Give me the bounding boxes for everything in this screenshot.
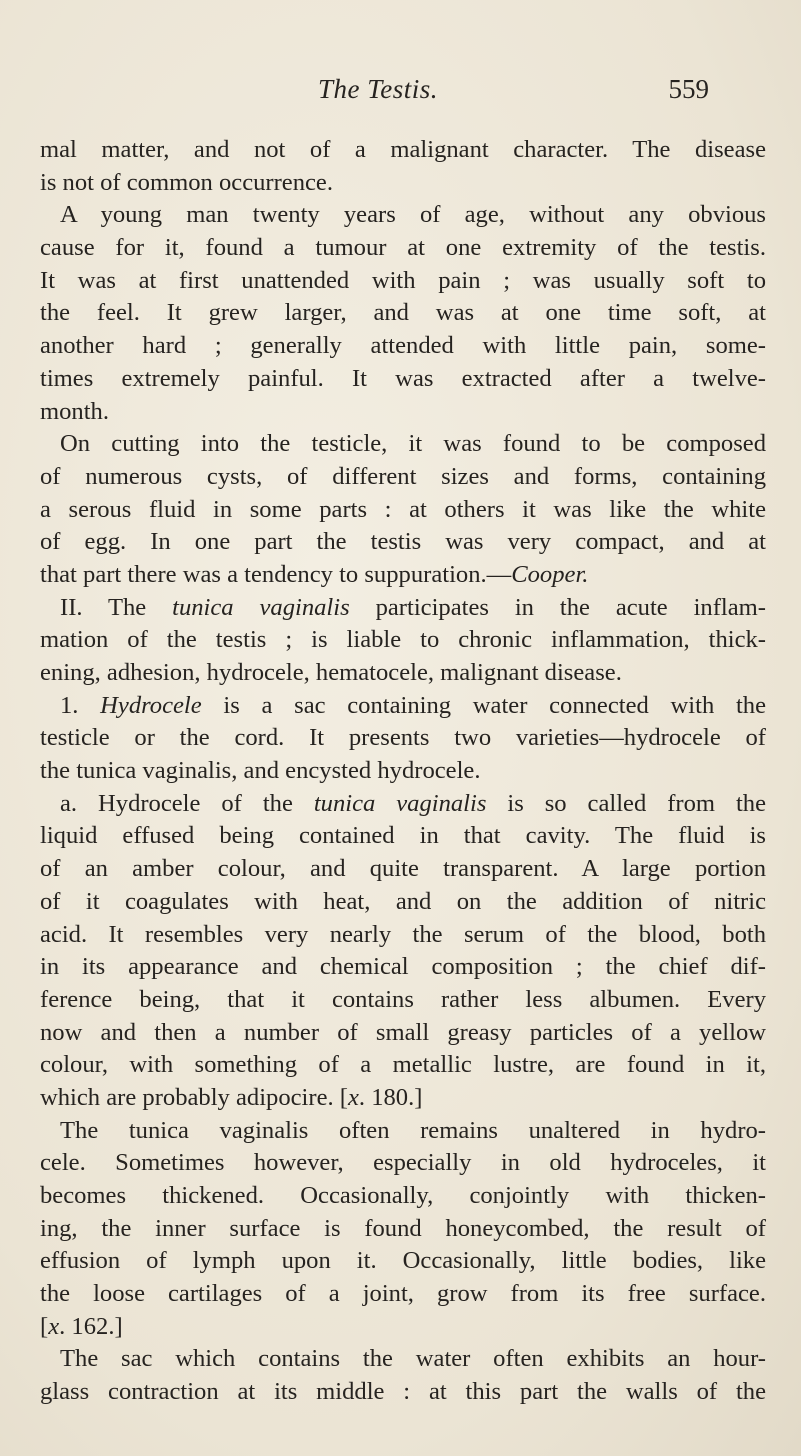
text-line: testicle or the cord. It presents two varieties—hydrocele of <box>40 724 766 752</box>
text-line <box>40 1311 766 1344</box>
italic-term: x <box>48 1312 60 1340</box>
italic-term: x <box>347 1083 359 1111</box>
text-line: now and then a number of small greasy particles of a yellow <box>40 1018 766 1046</box>
text-line: colour, with something of a metallic lustre, are found in it, <box>40 1051 766 1079</box>
running-title: The Testis. <box>318 74 439 104</box>
text-line: another hard ; generally attended with little pain, some- <box>40 332 766 360</box>
text-line: is not of common occurrence. <box>40 168 333 196</box>
text-line: ening, adhesion, hydrocele, hematocele, malignant disease. <box>40 659 622 686</box>
text-line: in its appearance and chemical composition ; the chief dif- <box>40 953 766 981</box>
text-line: month. <box>40 397 110 425</box>
text-run: which are probably adipocire. [ <box>40 1083 348 1111</box>
text-line: liquid effused being contained in that cavity. The fluid is <box>40 822 766 850</box>
text-line: acid. It resembles very nearly the serum of the blood, both <box>40 920 766 948</box>
page-header <box>0 74 801 114</box>
text-line: becomes thickened. Occasionally, conjointly with thicken- <box>40 1182 766 1209</box>
text-line <box>40 592 766 625</box>
text-run: [ <box>40 1312 49 1340</box>
text-line: of egg. In one part the testis was very compact, and at <box>40 528 766 556</box>
text-line: mation of the testis ; is liable to chronic inflammation, thick- <box>40 626 766 654</box>
text-line: the tunica vaginalis, and encysted hydrocele. <box>40 757 481 785</box>
text-run: is a sac containing water connected with the <box>201 691 766 719</box>
italic-term: Hydrocele <box>100 691 202 719</box>
text-line: The sac which contains the water often exhibits an hour- <box>60 1345 766 1373</box>
text-line: of it coagulates with heat, and on the addition of nitric <box>40 887 766 915</box>
text-line <box>40 559 766 592</box>
text-run: 1. <box>60 691 101 719</box>
text-line: ference being, that it contains rather less albumen. Every <box>40 985 766 1013</box>
text-run: II. The <box>60 593 173 621</box>
text-run: a. Hydrocele of the <box>60 789 314 817</box>
body-text <box>40 134 766 1409</box>
text-line: ing, the inner surface is found honeycombed, the result of <box>40 1214 766 1242</box>
text-run: . 162.] <box>59 1312 123 1340</box>
text-line: a serous fluid in some parts : at others it was like the white <box>40 495 766 523</box>
text-line <box>40 1082 766 1115</box>
text-line <box>40 690 766 723</box>
text-line: cause for it, found a tumour at one extremity of the testis. <box>40 234 766 262</box>
text-line: effusion of lymph upon it. Occasionally, little bodies, like <box>40 1247 766 1275</box>
text-line: mal matter, and not of a malignant character. The disease <box>40 136 766 163</box>
page-number: 559 <box>668 74 709 104</box>
text-line: glass contraction at its middle : at this part the walls of the <box>40 1378 766 1406</box>
text-line: of numerous cysts, of different sizes and forms, containing <box>40 462 766 490</box>
text-line: The tunica vaginalis often remains unaltered in hydro- <box>60 1116 766 1144</box>
text-line: A young man twenty years of age, without any obvious <box>60 201 766 229</box>
text-line: times extremely painful. It was extracted after a twelve- <box>40 364 766 392</box>
text-run: participates in the acute inflam- <box>349 593 766 621</box>
italic-term: tunica vaginalis <box>172 593 350 621</box>
text-line: On cutting into the testicle, it was found to be composed <box>60 430 766 458</box>
text-line: It was at first unattended with pain ; was usually soft to <box>40 266 766 294</box>
italic-term: tunica vaginalis <box>313 789 487 817</box>
text-line: cele. Sometimes however, especially in old hydroceles, it <box>40 1149 766 1177</box>
text-line: of an amber colour, and quite transparent. A large portion <box>40 855 766 883</box>
citation-author: Cooper. <box>511 560 589 588</box>
text-run: . 180.] <box>358 1083 423 1111</box>
text-run: that part there was a tendency to suppuration.— <box>40 560 512 588</box>
text-run: is so called from the <box>486 789 766 817</box>
text-line: the loose cartilages of a joint, grow from its free surface. <box>40 1280 766 1308</box>
text-line <box>40 788 766 821</box>
text-line: the feel. It grew larger, and was at one time soft, at <box>40 299 766 327</box>
